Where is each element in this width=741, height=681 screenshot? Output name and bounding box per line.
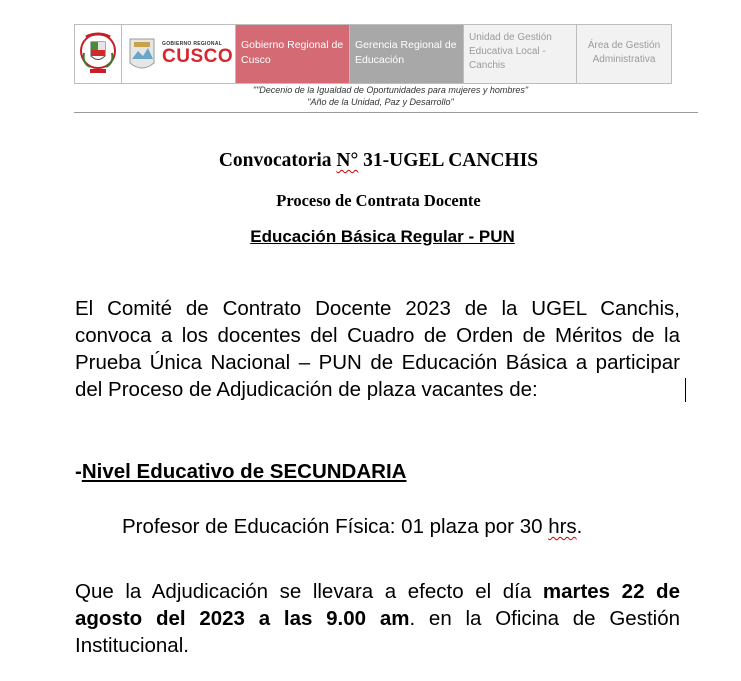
document-title: Convocatoria N° 31-UGEL CANCHIS	[218, 150, 539, 171]
cusco-emblem-icon	[126, 33, 158, 75]
institution-header	[74, 24, 672, 84]
hrs-word: hrs	[548, 515, 577, 538]
level-heading: -Nivel Educativo de SECUNDARIA	[75, 460, 407, 483]
decree-line-2: "Año de la Unidad, Paz y Desarrollo"	[307, 97, 454, 107]
intro-paragraph: El Comité de Contrato Docente 2023 de la UGEL Canchis, convoca a los docentes del Cuadro de Orden de Méritos de la Prueba Única Nacional – PUN de Educación Básica a participar del Proceso de Adjudicación de plaza vacantes de:	[75, 297, 680, 401]
shield-icon	[78, 29, 118, 79]
ugel-cell: Unidad de Gestión Educativa Local - Canchis	[464, 25, 577, 83]
cusco-logo-word: CUSCO	[162, 46, 234, 67]
gerencia-regional-cell: Gerencia Regional de Educación	[350, 25, 464, 83]
cusco-logo-cell	[122, 25, 236, 83]
text-cursor	[685, 378, 686, 402]
document-program: Educación Básica Regular - PUN	[250, 227, 515, 246]
area-gestion-cell: Área de Gestión Administrativa	[577, 25, 671, 83]
date-paragraph: Que la Adjudicación se llevara a efecto el día martes 22 de agosto del 2023 a las 9.00 am. en la Oficina de Gestión Institucional.	[75, 580, 680, 657]
peru-shield-logo	[75, 25, 122, 83]
header-divider	[74, 112, 698, 113]
cusco-logo-caption: GOBIERNO REGIONAL	[162, 41, 223, 47]
date-time-bold: martes 22 de agosto del 2023 a las 9.00 am	[75, 580, 680, 630]
decree-line-1: ""Decenio de la Igualdad de Oportunidades para mujeres y hombres"	[252, 85, 529, 95]
title-number-symbol: N°	[336, 150, 359, 171]
vacancy-line: Profesor de Educación Física: 01 plaza por 30 hrs.	[122, 515, 583, 538]
document-subtitle: Proceso de Contrata Docente	[276, 191, 481, 210]
gobierno-regional-cell: Gobierno Regional de Cusco	[236, 25, 350, 83]
